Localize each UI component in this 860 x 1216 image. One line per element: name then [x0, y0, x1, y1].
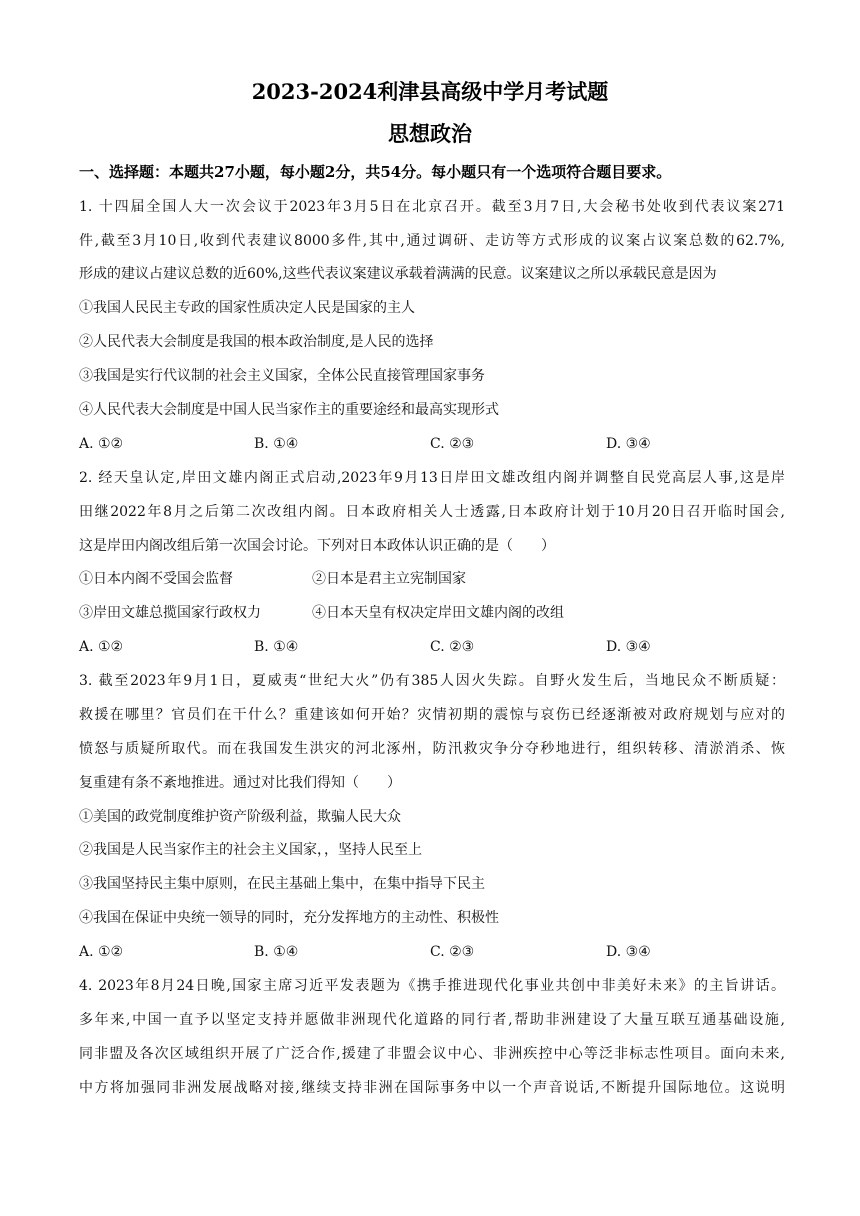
q2-statement: ④日本天皇有权决定岸田文雄内阁的改组 [312, 605, 564, 621]
q3-option-a: A. ①② [79, 944, 124, 960]
q3-stem-line: 救援在哪里？官员们在干什么？重建该如何开始？灾情初期的震惊与哀伤已经逐渐被对政府规划与应对的 [79, 707, 785, 723]
q3-stem-line: 愤怒与质疑所取代。而在我国发生洪灾的河北涿州，防汛救灾争分夺秒地进行，组织转移、清淤消杀、恢 [79, 741, 785, 757]
q1-stem-line: 形成的建议占建议总数的近60%,这些代表议案建议承载着满满的民意。议案建议之所以承载民意是因为 [79, 266, 717, 282]
q2-statement: ③岸田文雄总揽国家行政权力 [79, 605, 261, 621]
q2-option-b: B. ①④ [254, 639, 299, 655]
q1-statement: ②人民代表大会制度是我国的根本政治制度,是人民的选择 [79, 334, 434, 350]
q1-stem-line: 1. 十四届全国人大一次会议于2023年3月5日在北京召开。截至3月7日,大会秘书处收到代表议案271 [79, 199, 785, 215]
q2-option-d: D. ③④ [606, 639, 651, 655]
q3-statement: ③我国坚持民主集中原则，在民主基础上集中，在集中指导下民主 [79, 876, 485, 892]
q3-statement: ②我国是人民当家作主的社会主义国家，，坚持人民至上 [79, 842, 422, 858]
q3-statement: ④我国在保证中央统一领导的同时，充分发挥地方的主动性、积极性 [79, 910, 499, 926]
q1-option-a: A. ①② [79, 436, 124, 452]
q1-option-b: B. ①④ [254, 436, 299, 452]
q4-stem-line: 4. 2023年8月24日晚,国家主席习近平发表题为《携手推进现代化事业共创中非美好未来》的主旨讲话。 [79, 978, 785, 994]
q1-statement: ①我国人民民主专政的国家性质决定人民是国家的主人 [79, 300, 415, 316]
q3-option-c: C. ②③ [430, 944, 475, 960]
q1-stem-line: 件,截至3月10日,收到代表建议8000多件,其中,通过调研、走访等方式形成的议案占议案总数的62.7%, [79, 233, 785, 249]
q3-stem-line: 复重建有条不紊地推进。通过对比我们得知（ ） [79, 775, 401, 791]
q4-stem-line: 同非盟及各次区域组织开展了广泛合作,援建了非盟会议中心、非洲疾控中心等泛非标志性项目。面向未来, [79, 1046, 785, 1062]
q3-statement: ①美国的政党制度维护资产阶级利益，欺骗人民大众 [79, 809, 401, 825]
q2-statement: ①日本内阁不受国会监督 [79, 571, 233, 587]
section-heading: 一、选择题：本题共27小题，每小题2分，共54分。每小题只有一个选项符合题目要求。 [79, 163, 672, 181]
q1-option-d: D. ③④ [606, 436, 651, 452]
q2-stem-line: 这是岸田内阁改组后第一次国会讨论。下列对日本政体认识正确的是（ ） [79, 538, 555, 554]
q2-stem-line: 2. 经天皇认定,岸田文雄内阁正式启动,2023年9月13日岸田文雄改组内阁并调整自民党高层人事,这是岸 [79, 470, 785, 486]
q4-stem-line: 中方将加强同非洲发展战略对接,继续支持非洲在国际事务中以一个声音说话,不断提升国际地位。这说明 [79, 1080, 785, 1096]
q2-option-a: A. ①② [79, 639, 124, 655]
q3-option-b: B. ①④ [254, 944, 299, 960]
q3-option-d: D. ③④ [606, 944, 651, 960]
q1-statement: ④人民代表大会制度是中国人民当家作主的重要途经和最高实现形式 [79, 402, 499, 418]
q1-statement: ③我国是实行代议制的社会主义国家，全体公民直接管理国家事务 [79, 368, 485, 384]
q4-stem-line: 多年来,中国一直予以坚定支持并愿做非洲现代化道路的同行者,帮助非洲建设了大量互联互通基础设施, [79, 1012, 785, 1028]
q1-option-c: C. ②③ [430, 436, 475, 452]
q3-stem-line: 3. 截至2023年9月1日，夏威夷“世纪大火”仍有385人因火失踪。自野火发生后，当地民众不断质疑： [79, 673, 785, 689]
q2-stem-line: 田继2022年8月之后第二次改组内阁。日本政府相关人士透露,日本政府计划于10月20日召开临时国会, [79, 504, 785, 520]
q2-option-c: C. ②③ [430, 639, 475, 655]
subject-title: 思想政治 [388, 121, 472, 146]
exam-title: 2023-2024利津县高级中学月考试题 [251, 79, 609, 104]
q2-statement: ②日本是君主立宪制国家 [312, 571, 466, 587]
